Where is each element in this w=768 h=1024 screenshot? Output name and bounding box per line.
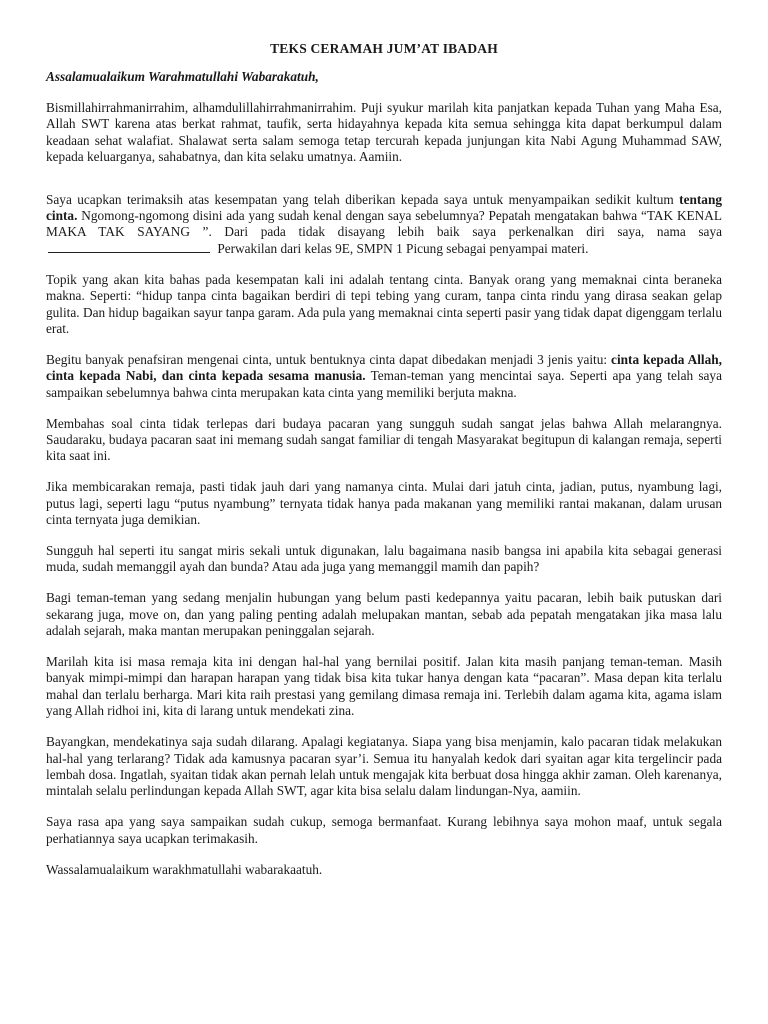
paragraph-dating-culture: Membahas soal cinta tidak terlepas dari budaya pacaran yang sungguh sudah sangat jelas bahwa Allah melarangnya. Saudaraku, budaya pacaran saat ini memang sudah sangat familiar di tengah Masyarakat begitupun di kalangan remaja, seperti kita saat ini. [46, 415, 722, 464]
paragraph-warning: Bayangkan, mendekatinya saja sudah dilarang. Apalagi kegiatanya. Siapa yang bisa menjamin, kalo pacaran tidak melakukan hal-hal yang terlarang? Tidak ada kamusnya pacaran syar’i. Semua itu hanyalah kedok dari syaitan agar kita tergelincir pada lembah dosa. Ingatlah, syaitan tidak akan pernah lelah untuk mengajak kita berbuat dosa hingga akhir zaman. Oleh karenanya, mintalah selalu perlindungan kepada Allah SWT, agar kita bisa selalu dalam lindungan-Nya, aamiin. [46, 734, 722, 799]
paragraph-topic: Topik yang akan kita bahas pada kesempatan kali ini adalah tentang cinta. Banyak orang yang memaknai cinta beraneka makna. Seperti: “hidup tanpa cinta bagaikan berdiri di tepi tebing yang curam, tanpa cinta rindu yang dirasa seakan gelap gulita. Dan hidup bagaikan sayur tanpa garam. Ada pula yang memaknai cinta seperti pasir yang tidak dapat digenggam terlalu erat. [46, 271, 722, 336]
paragraph-teenagers: Jika membicarakan remaja, pasti tidak jauh dari yang namanya cinta. Mulai dari jatuh cinta, jadian, putus, nyambung lagi, putus lagi, seperti lagu “putus nyambung” ternyata tidak hanya pada makanan yang memiliki rantai makanan, dalam urusan cinta ternyata juga demikian. [46, 479, 722, 528]
paragraph-conclusion: Saya rasa apa yang saya sampaikan sudah cukup, semoga bermanfaat. Kurang lebihnya saya mohon maaf, untuk segala perhatiannya saya ucapkan terimakasih. [46, 814, 722, 846]
types-bold: cinta kepada Allah, cinta kepada Nabi, dan cinta kepada sesama manusia. [46, 351, 722, 384]
intro-text-a: Saya ucapkan terimaksih atas kesempatan yang telah diberikan kepada saya untuk menyampaikan sedikit kultum [46, 191, 680, 207]
paragraph-positive: Marilah kita isi masa remaja kita ini dengan hal-hal yang bernilai positif. Jalan kita masih panjang teman-teman. Masih banyak mimpi-mimpi dan harapan harapan yang tidak bisa kita tukar hanya dengan kata “pacaran”. Masa depan kita terlalu mahal dan terlalu berharga. Mari kita raih prestasi yang gemilang dimasa remaja ini. Terlebih dalam agama kita, agama islam yang Allah ridhoi ini, kita di larang untuk mendekati zina. [46, 654, 722, 719]
paragraph-generation: Sungguh hal seperti itu sangat miris sekali untuk digunakan, lalu bagaimana nasib bangsa ini apabila kita sebagai generasi muda, sudah memanggil ayah dan bunda? Atau ada juga yang memanggil mamih dan papih? [46, 543, 722, 575]
name-blank-line [48, 241, 210, 253]
intro-bold: tentang cinta. [46, 191, 722, 224]
document-title: TEKS CERAMAH JUM’AT IBADAH [270, 41, 498, 56]
intro-text-c: Perwakilan dari kelas 9E, SMPN 1 Picung sebagai penyampai materi. [217, 240, 589, 256]
paragraph-introduction [46, 192, 722, 258]
paragraph-opening: Bismillahirrahmanirrahim, alhamdulillahirrahmanirrahim. Puji syukur marilah kita panjatkan kepada Tuhan yang Maha Esa, Allah SWT karena atas berkat rahmat, taufik, serta hidayahnya kepada kita semua sehingga kita dapat berkumpul dalam keadaan sehat walafiat. Shalawat serta salam semoga tetap tercurah kepada junjungan kita Nabi Agung Muhammad SAW, kepada keluarganya, sahabatnya, dan kita selaku umatnya. Aamiin. [46, 100, 722, 165]
paragraph-types-of-love [46, 352, 722, 401]
closing-salam: Wassalamualaikum warakhmatullahi wabarakaatuh. [46, 861, 323, 877]
opening-salam: Assalamualaikum Warahmatullahi Wabarakatuh, [46, 69, 319, 84]
types-text-b: Teman-teman yang mencintai saya. Seperti apa yang telah saya sampaikan sebelumnya bahwa cinta merupakan kata cinta yang memiliki berjuta makna. [46, 368, 722, 400]
paragraph-advice: Bagi teman-teman yang sedang menjalin hubungan yang belum pasti kedepannya yaitu pacaran, lebih baik putuskan dari sekarang juga, move on, dan yang paling penting adalah melupakan mantan, sebab ada pepatah mengatakan jika masa lalu adalah sejarah, maka mantan merupakan peninggalan sejarah. [46, 590, 722, 639]
types-text-a: Begitu banyak penafsiran mengenai cinta, untuk bentuknya cinta dapat dibedakan menjadi 3 jenis yaitu: [46, 351, 612, 367]
intro-text-b: Ngomong-ngomong disini ada yang sudah kenal dengan saya sebelumnya? Pepatah mengatakan bahwa “TAK KENAL MAKA TAK SAYANG ”. Dari pada tidak disayang lebih baik saya perkenalkan diri saya, nama saya [46, 208, 722, 240]
